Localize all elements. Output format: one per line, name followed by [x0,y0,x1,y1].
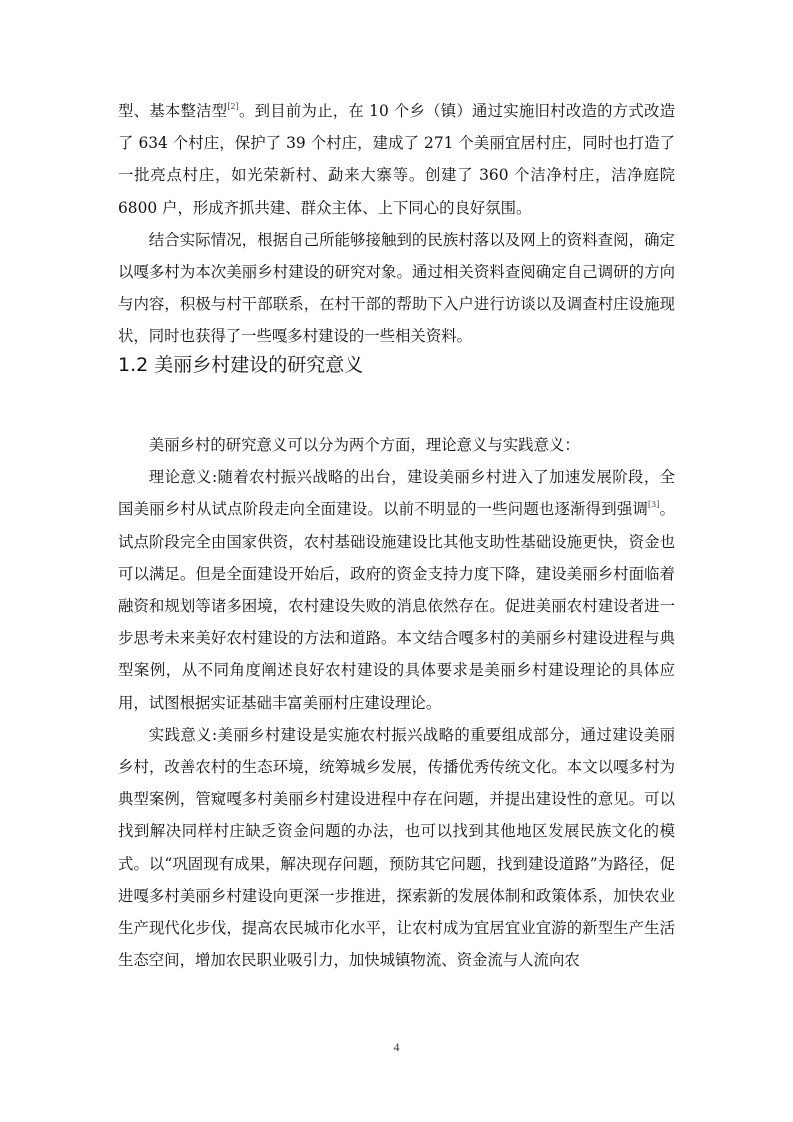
body-text-top [118,95,675,353]
paragraph-theoretical-significance [118,461,675,719]
citation-2: [2] [227,102,239,111]
paragraph-text: 型、基本整洁型 [118,102,228,120]
paragraph-research-object: 结合实际情况，根据自己所能够接触到的民族村落以及网上的资料查阅，确定以嘎多村为本次美丽乡村建设的研究对象。通过相关资料查阅确定自己调研的方向与内容，积极与村干部联系，在村干部的帮助下入户进行访谈以及调查村庄设施现状，同时也获得了一些嘎多村建设的一些相关资料。 [118,230,675,346]
paragraph-village-statistics [118,95,675,224]
paragraph-significance-intro: 美丽乡村的研究意义可以分为两个方面，理论意义与实践意义： [148,436,580,454]
paragraph-text: 理论意义:随着农村振兴战略的出台，建设美丽乡村进入了加速发展阶段，全国美丽乡村从试点阶段走向全面建设。以前不明显的一些问题也逐渐得到强调 [118,468,675,519]
paragraph-text: 。到目前为止，在 10 个乡（镇）通过实施旧村改造的方式改造了 634 个村庄，保护了 39 个村庄，建成了 271 个美丽宜居村庄，同时也打造了一批亮点村庄，如光荣新村、勐来大寨等。创建了 360 个洁净村庄，洁净庭院 6800 户，形成齐抓共建、群众主体、上下同心的良好氛围。 [118,102,675,217]
paragraph-practical-significance: 实践意义:美丽乡村建设是实施农村振兴战略的重要组成部分，通过建设美丽乡村，改善农村的生态环境，统筹城乡发展，传播优秀传统文化。本文以嘎多村为典型案例，管窥嘎多村美丽乡村建设进程中存在问题，并提出建设性的意见。可以找到解决同样村庄缺乏资金问题的办法，也可以找到其他地区发展民族文化的模式。以“巩固现有成果，解决现存问题，预防其它问题，找到建设道路”为路径，促进嘎多村美丽乡村建设向更深一步推进，探索新的发展体制和政策体系，加快农业生产现代化步伐，提高农民城市化水平，让农村成为宜居宜业宜游的新型生产生活生态空间，增加农民职业吸引力，加快城镇物流、资金流与人流向农 [118,725,675,970]
paragraph-text: 。试点阶段完全由国家供资，农村基础设施建设比其他支助性基础设施更快，资金也可以满足。但是全面建设开始后，政府的资金支持力度下降，建设美丽乡村面临着融资和规划等诸多困境，农村建设失败的消息依然存在。促进美丽农村建设者进一步思考未来美好农村建设的方法和道路。本文结合嘎多村的美丽乡村建设进程与典型案例，从不同角度阐述良好农村建设的具体要求是美丽乡村建设理论的具体应用，试图根据实证基础丰富美丽村庄建设理论。 [118,500,675,712]
citation-3: [3] [648,500,660,510]
page-number: 4 [393,1040,400,1054]
body-text-bottom [118,429,675,976]
section-heading: 1.2 美丽乡村建设的研究意义 [118,354,364,376]
